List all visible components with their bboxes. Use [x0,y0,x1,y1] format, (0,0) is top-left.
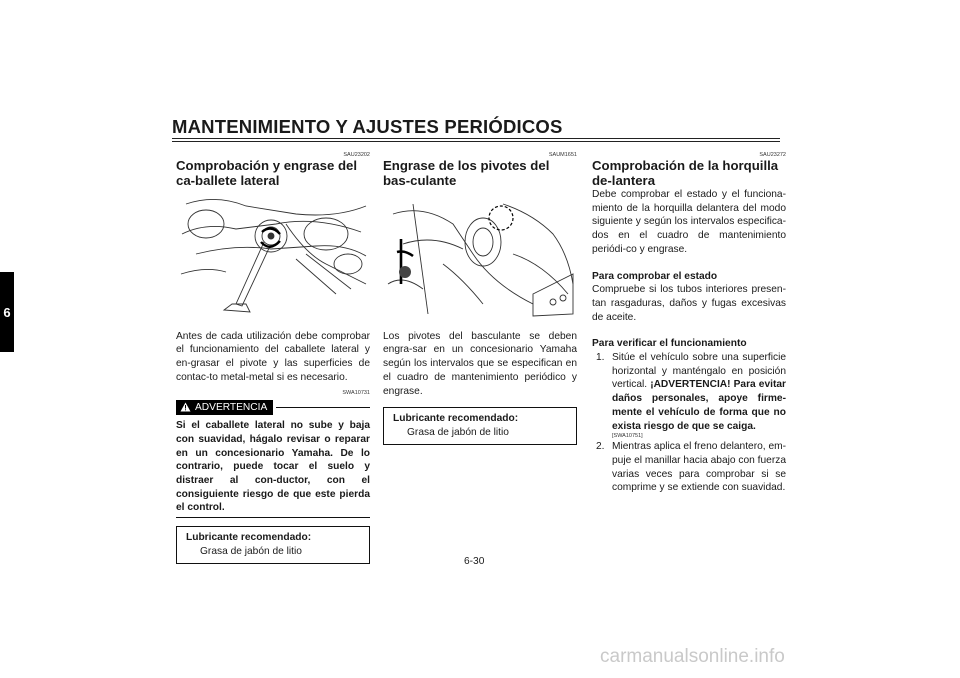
section-swingarm [383,152,577,445]
lubricant-box [383,407,577,444]
warning-header [176,400,370,416]
page-number: 6-30 [464,556,485,567]
step-warning-code: [SWA10751] [612,433,643,440]
lubricant-title: Lubricante recomendado: [393,413,519,425]
sidestand-illustration [176,194,370,318]
watermark: carmanualsonline.info [600,646,785,667]
header-rule-thin [172,141,780,142]
subheading-condition: Para comprobar el estado [592,270,718,282]
section-intro: Debe comprobar el estado y el funciona-miento de la horquilla delantera del modo siguiente y según los intervalos especifica-dos en el cuadro de mantenimiento periódi-co y engrase. [592,189,786,255]
chapter-tab: 6 [0,272,14,352]
section-code: SAUM1651 [548,152,577,158]
step-text: Mientras aplica el freno delantero, em-puje el manillar hacia abajo con fuerza varias veces para comprobar si se comprime y se extiende con suavidad. [612,441,786,494]
warning-label: ADVERTENCIA [195,401,268,413]
section-title: Engrase de los pivotes del bas-culante [383,158,550,188]
section-title: Comprobación y engrase del ca-ballete lateral [176,158,358,188]
operation-steps [592,351,786,495]
step-text: Sitúe el vehículo sobre una superficie horizontal y manténgalo en posición vertical. [612,352,786,391]
lubricant-box [176,526,370,563]
step-number: 1. [596,352,605,364]
list-item [592,351,786,440]
section-code: SAU23272 [759,152,786,158]
warning-end-rule [176,517,370,518]
section-code: SAU23202 [343,152,370,158]
section-body: Los pivotes del basculante se deben engra-sar en un concesionario Yamaha según los intervalos que se especifican en el cuadro de mantenimiento periódico y engrase. [383,330,577,397]
swingarm-pivot-illustration [383,194,577,318]
subheading-operation: Para verificar el funcionamiento [592,338,747,350]
step-number: 2. [596,441,605,453]
section-sidestand [176,152,370,564]
section-front-fork [592,152,786,495]
step-warning: ¡ADVERTENCIA! Para evitar daños personales, apoye firme-mente el vehículo de forma que no exista riesgo de que se caiga. [612,379,786,432]
warning-badge [176,400,273,416]
section-title: Comprobación de la horquilla de-lantera [592,158,779,188]
warning-rule [276,407,370,408]
header-rule-thick [172,138,780,139]
lubricant-value: Grasa de jabón de litio [200,545,302,557]
lubricant-title: Lubricante recomendado: [186,532,312,544]
warning-text: Si el caballete lateral no sube y baja con suavidad, hágalo revisar o reparar en un concesionario Yamaha. De lo contrario, puede tocar el suelo y distraer al con-ductor, con el consiguiente riesgo de que este pierda el control. [176,420,370,514]
section-body: Antes de cada utilización debe comprobar el funcionamiento del caballete lateral y en-grasar el pivote y las superficies de contac-to metal-metal si es necesario. [176,330,370,383]
list-item [592,440,786,495]
condition-text: Compruebe si los tubos interiores presen-tan rasgaduras, daños y fugas excesivas de aceite. [592,284,786,323]
page-header-title: MANTENIMIENTO Y AJUSTES PERIÓDICOS [172,116,563,137]
lubricant-value: Grasa de jabón de litio [407,426,509,438]
warning-triangle-icon [180,402,191,412]
warning-code: SWA10731 [342,389,370,396]
